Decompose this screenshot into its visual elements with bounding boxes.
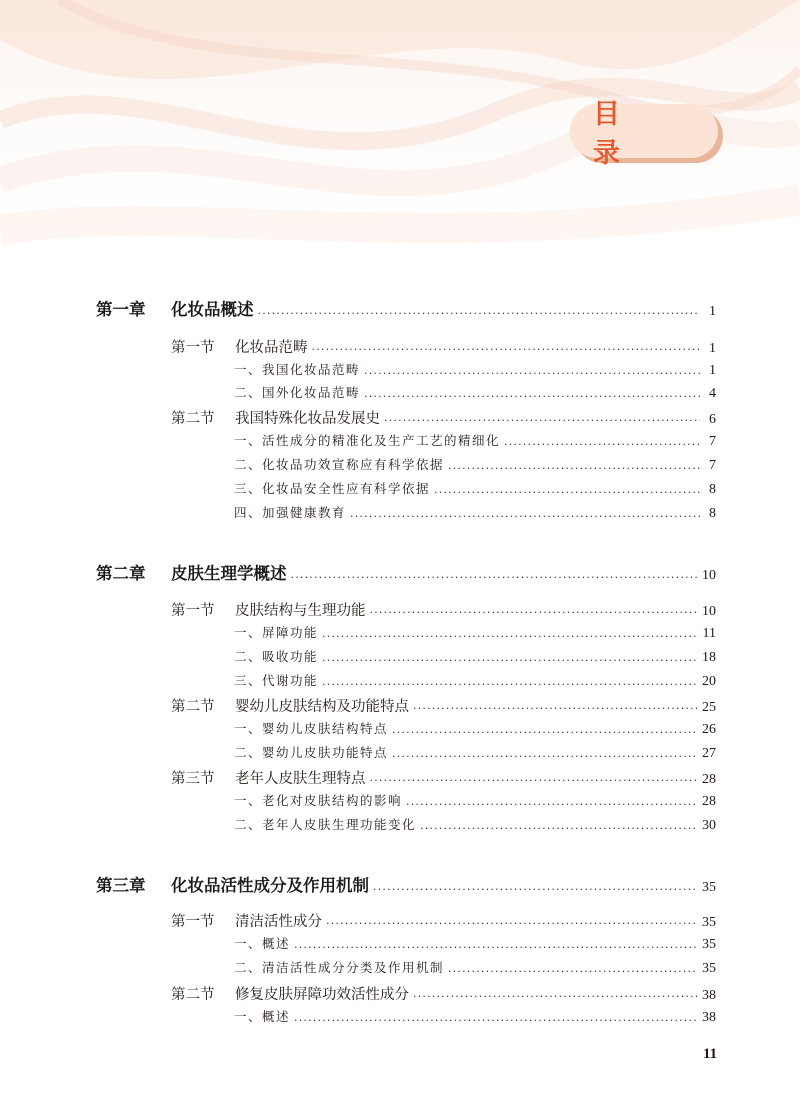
toc-page-number: 4 bbox=[709, 386, 716, 401]
toc-entry-label bbox=[234, 791, 402, 809]
toc-item-entry[interactable] bbox=[234, 503, 716, 522]
toc-page-number: 35 bbox=[702, 937, 716, 952]
toc-page-number: 10 bbox=[702, 568, 716, 583]
toc-item-entry[interactable] bbox=[234, 383, 716, 402]
dot-leader bbox=[448, 460, 700, 473]
toc-entry-label bbox=[234, 1007, 290, 1025]
toc-entry-label bbox=[234, 455, 444, 473]
toc-section-title: 修复皮肤屏障功效活性成分 bbox=[235, 987, 409, 1003]
toc-page-number: 7 bbox=[709, 458, 716, 473]
toc-section-title: 老年人皮肤生理特点 bbox=[235, 771, 366, 787]
toc-section-entry[interactable] bbox=[171, 336, 716, 357]
dot-leader bbox=[322, 628, 699, 641]
toc-item-title: 二、婴幼儿皮肤功能特点 bbox=[234, 745, 389, 760]
dot-leader bbox=[384, 412, 700, 427]
toc-entry-label bbox=[171, 983, 409, 1004]
dot-leader bbox=[322, 676, 698, 689]
toc-section-number: 第一节 bbox=[171, 603, 215, 619]
toc-entry-label bbox=[234, 479, 430, 497]
dot-leader bbox=[322, 652, 698, 665]
dot-leader bbox=[291, 566, 699, 583]
toc-page-number: 1 bbox=[709, 363, 716, 378]
toc-item-title: 一、概述 bbox=[234, 936, 291, 951]
toc-entry-label bbox=[234, 647, 318, 665]
toc-page-number: 28 bbox=[702, 772, 716, 787]
toc-item-title: 二、国外化妆品范畴 bbox=[234, 385, 361, 400]
toc-item-entry[interactable] bbox=[234, 647, 716, 666]
toc-section-entry[interactable] bbox=[171, 599, 716, 620]
toc-item-entry[interactable] bbox=[234, 360, 716, 379]
toc-page-number: 35 bbox=[702, 880, 716, 895]
toc-section-entry[interactable] bbox=[171, 910, 716, 931]
page-title: 目 录 bbox=[593, 99, 743, 169]
toc-page-number: 26 bbox=[702, 722, 716, 737]
toc-entry-label bbox=[171, 695, 409, 716]
toc-section-number: 第一节 bbox=[171, 340, 215, 356]
dot-leader bbox=[448, 963, 698, 976]
toc-section-title: 我国特殊化妆品发展史 bbox=[235, 411, 380, 427]
toc-entry-label bbox=[234, 743, 388, 761]
dot-leader bbox=[434, 484, 700, 497]
toc-section-entry[interactable] bbox=[171, 695, 716, 716]
toc-item-entry[interactable] bbox=[234, 671, 716, 690]
toc-item-entry[interactable] bbox=[234, 1007, 716, 1026]
toc-item-title: 三、代谢功能 bbox=[234, 673, 319, 688]
toc-item-title: 一、活性成分的精准化及生产工艺的精细化 bbox=[234, 433, 501, 448]
toc-chapter-title: 化妆品概述 bbox=[171, 300, 254, 319]
toc-section-title: 化妆品范畴 bbox=[235, 340, 308, 356]
dot-leader bbox=[373, 878, 698, 895]
toc-item-title: 一、婴幼儿皮肤结构特点 bbox=[234, 721, 389, 736]
toc-entry-label bbox=[234, 671, 318, 689]
toc-section-number: 第一节 bbox=[171, 914, 215, 930]
dot-leader bbox=[364, 388, 700, 401]
toc-chapter-entry[interactable] bbox=[96, 296, 716, 320]
toc-item-title: 一、我国化妆品范畴 bbox=[234, 362, 361, 377]
toc-page-number: 30 bbox=[702, 818, 716, 833]
toc-chapter-title: 皮肤生理学概述 bbox=[171, 564, 287, 583]
toc-section-title: 婴幼儿皮肤结构及功能特点 bbox=[235, 699, 409, 715]
toc-chapter-number: 第三章 bbox=[96, 876, 146, 895]
toc-page-number: 8 bbox=[709, 482, 716, 497]
toc-item-entry[interactable] bbox=[234, 743, 716, 762]
toc-page-number: 35 bbox=[702, 915, 716, 930]
toc-chapter-title: 化妆品活性成分及作用机制 bbox=[171, 876, 369, 895]
toc-page-number: 28 bbox=[702, 794, 716, 809]
dot-leader bbox=[294, 939, 698, 952]
toc-item-entry[interactable] bbox=[234, 958, 716, 977]
toc-page-number: 6 bbox=[709, 412, 716, 427]
dot-leader bbox=[294, 1012, 698, 1025]
toc-item-entry[interactable] bbox=[234, 479, 716, 498]
dot-leader bbox=[350, 508, 700, 521]
toc-item-title: 二、老年人皮肤生理功能变化 bbox=[234, 817, 417, 832]
toc-item-title: 四、加强健康教育 bbox=[234, 505, 347, 520]
dot-leader bbox=[258, 302, 701, 319]
dot-leader bbox=[392, 724, 698, 737]
toc-item-entry[interactable] bbox=[234, 455, 716, 474]
toc-page-number: 7 bbox=[709, 434, 716, 449]
toc-entry-label bbox=[234, 383, 360, 401]
toc-entry-label bbox=[171, 407, 380, 428]
toc-page-number: 10 bbox=[702, 604, 716, 619]
toc-page-number: 25 bbox=[702, 700, 716, 715]
dot-leader bbox=[420, 820, 698, 833]
page-number: 11 bbox=[703, 1046, 718, 1062]
toc-entry-label bbox=[234, 958, 444, 976]
toc-item-title: 一、概述 bbox=[234, 1009, 291, 1024]
toc-entry-label bbox=[96, 560, 287, 584]
toc-page-number: 35 bbox=[702, 961, 716, 976]
toc-item-title: 二、吸收功能 bbox=[234, 649, 319, 664]
toc-entry-label bbox=[171, 336, 308, 357]
dot-leader bbox=[312, 341, 701, 356]
toc-entry-label bbox=[234, 719, 388, 737]
toc-chapter-number: 第一章 bbox=[96, 300, 146, 319]
toc-section-title: 皮肤结构与生理功能 bbox=[235, 603, 366, 619]
toc-page-number: 20 bbox=[702, 674, 716, 689]
toc-entry-label bbox=[234, 431, 500, 449]
toc-section-number: 第二节 bbox=[171, 699, 215, 715]
dot-leader bbox=[406, 796, 698, 809]
dot-leader bbox=[370, 772, 699, 787]
dot-leader bbox=[370, 604, 699, 619]
dot-leader bbox=[413, 700, 698, 715]
toc-entry-label bbox=[171, 599, 366, 620]
toc-section-number: 第二节 bbox=[171, 987, 215, 1003]
toc-page-number: 38 bbox=[702, 1010, 716, 1025]
toc-entry-label bbox=[234, 360, 360, 378]
toc-chapter-entry[interactable] bbox=[96, 560, 716, 584]
toc-section-number: 第三节 bbox=[171, 771, 215, 787]
toc-page-number: 11 bbox=[702, 626, 716, 641]
toc-item-title: 一、老化对皮肤结构的影响 bbox=[234, 793, 403, 808]
toc-section-entry[interactable] bbox=[171, 767, 716, 788]
toc-item-entry[interactable] bbox=[234, 719, 716, 738]
toc-entry-label bbox=[234, 623, 318, 641]
dot-leader bbox=[326, 915, 698, 930]
toc-item-entry[interactable] bbox=[234, 623, 716, 642]
toc-page-number: 38 bbox=[702, 988, 716, 1003]
dot-leader bbox=[504, 436, 700, 449]
toc-page-number: 1 bbox=[709, 304, 716, 319]
toc-section-number: 第二节 bbox=[171, 411, 215, 427]
toc-entry-label bbox=[171, 910, 322, 931]
toc-item-title: 二、化妆品功效宣称应有科学依据 bbox=[234, 457, 445, 472]
toc-item-title: 二、清洁活性成分分类及作用机制 bbox=[234, 960, 445, 975]
toc-entry-label bbox=[234, 815, 416, 833]
dot-leader bbox=[413, 988, 698, 1003]
toc-item-title: 一、屏障功能 bbox=[234, 625, 319, 640]
toc-item-entry[interactable] bbox=[234, 431, 716, 450]
toc-item-entry[interactable] bbox=[234, 815, 716, 834]
toc-entry-label bbox=[234, 934, 290, 952]
toc-section-title: 清洁活性成分 bbox=[235, 914, 322, 930]
toc-entry-label bbox=[96, 296, 254, 320]
toc-chapter-entry[interactable] bbox=[96, 872, 716, 896]
toc-section-entry[interactable] bbox=[171, 407, 716, 428]
toc-page-number: 18 bbox=[702, 650, 716, 665]
toc-item-title: 三、化妆品安全性应有科学依据 bbox=[234, 481, 431, 496]
toc-page-number: 8 bbox=[709, 506, 716, 521]
toc-item-entry[interactable] bbox=[234, 934, 716, 953]
dot-leader bbox=[392, 748, 698, 761]
toc-entry-label bbox=[96, 872, 369, 896]
toc-page-number: 1 bbox=[709, 341, 716, 356]
dot-leader bbox=[364, 365, 700, 378]
toc-item-entry[interactable] bbox=[234, 791, 716, 810]
toc-entry-label bbox=[234, 503, 346, 521]
toc-entry-label bbox=[171, 767, 366, 788]
toc-section-entry[interactable] bbox=[171, 983, 716, 1004]
toc-chapter-number: 第二章 bbox=[96, 564, 146, 583]
toc-page-number: 27 bbox=[702, 746, 716, 761]
